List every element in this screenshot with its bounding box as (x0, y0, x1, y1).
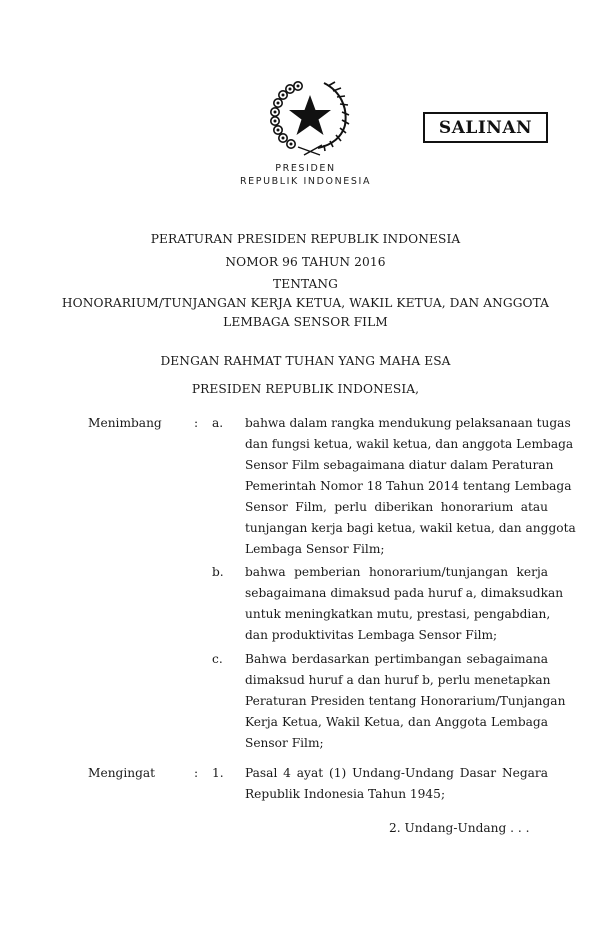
item-mark-1: 1. (212, 766, 224, 780)
regulation-subject-line2: LEMBAGA SENSOR FILM (223, 315, 388, 329)
item-c-line: Sensor Film; (245, 736, 324, 750)
preamble-rahmat: DENGAN RAHMAT TUHAN YANG MAHA ESA (160, 354, 451, 368)
item-b-line: dan produktivitas Lembaga Sensor Film; (245, 628, 498, 642)
item-c-line: Peraturan Presiden tentang Honorarium/Tunjangan (245, 694, 566, 708)
regulation-tentang: TENTANG (272, 277, 339, 291)
section-label-menimbang: Menimbang (88, 416, 162, 430)
regulation-title: PERATURAN PRESIDEN REPUBLIK INDONESIA (150, 232, 461, 246)
item-mark-b: b. (212, 565, 224, 579)
item-mark-a: a. (212, 416, 224, 430)
regulation-subject-line1: HONORARIUM/TUNJANGAN KERJA KETUA, WAKIL KETUA, DAN ANGGOTA (61, 296, 550, 310)
item-c-line: dimaksud huruf a dan huruf b, perlu menetapkan (245, 673, 551, 687)
item-a-line: dan fungsi ketua, wakil ketua, dan anggota Lembaga (245, 437, 574, 451)
item-a-line: Sensor Film, perlu diberikan honorarium atau (245, 500, 548, 514)
section-colon: : (194, 416, 199, 430)
item-mark-c: c. (212, 652, 223, 666)
office-line-republik: REPUBLIK INDONESIA (239, 176, 372, 187)
item-a-line: Pemerintah Nomor 18 Tahun 2014 tentang Lembaga (245, 479, 572, 493)
item-b-line: bahwa pemberian honorarium/tunjangan kerja (245, 565, 548, 579)
item-a-line: Sensor Film sebagaimana diatur dalam Peraturan (245, 458, 554, 472)
item-1-line: Pasal 4 ayat (1) Undang-Undang Dasar Negara (245, 766, 548, 780)
item-b-line: untuk meningkatkan mutu, prestasi, pengabdian, (245, 607, 551, 621)
item-c-line: Bahwa berdasarkan pertimbangan sebagaimana (245, 652, 548, 666)
preamble-presiden: PRESIDEN REPUBLIK INDONESIA, (191, 382, 420, 396)
item-c-line: Kerja Ketua, Wakil Ketua, dan Anggota Lembaga (245, 715, 548, 729)
garuda-star-emblem-icon (268, 77, 352, 157)
item-a-line: tunjangan kerja bagi ketua, wakil ketua, dan anggota (245, 521, 576, 535)
item-a-line: Lembaga Sensor Film; (245, 542, 385, 556)
item-1-line: Republik Indonesia Tahun 1945; (245, 787, 446, 801)
office-line-presiden: PRESIDEN (275, 163, 336, 174)
regulation-number: NOMOR 96 TAHUN 2016 (225, 255, 386, 269)
section-label-mengingat: Mengingat (88, 766, 156, 780)
item-a-line: bahwa dalam rangka mendukung pelaksanaan tugas (245, 416, 571, 430)
item-b-line: sebagaimana dimaksud pada huruf a, dimaksudkan (245, 586, 564, 600)
page-continuation: 2. Undang-Undang . . . (389, 821, 530, 835)
section-colon: : (194, 766, 199, 780)
salinan-stamp: SALINAN (423, 112, 548, 143)
